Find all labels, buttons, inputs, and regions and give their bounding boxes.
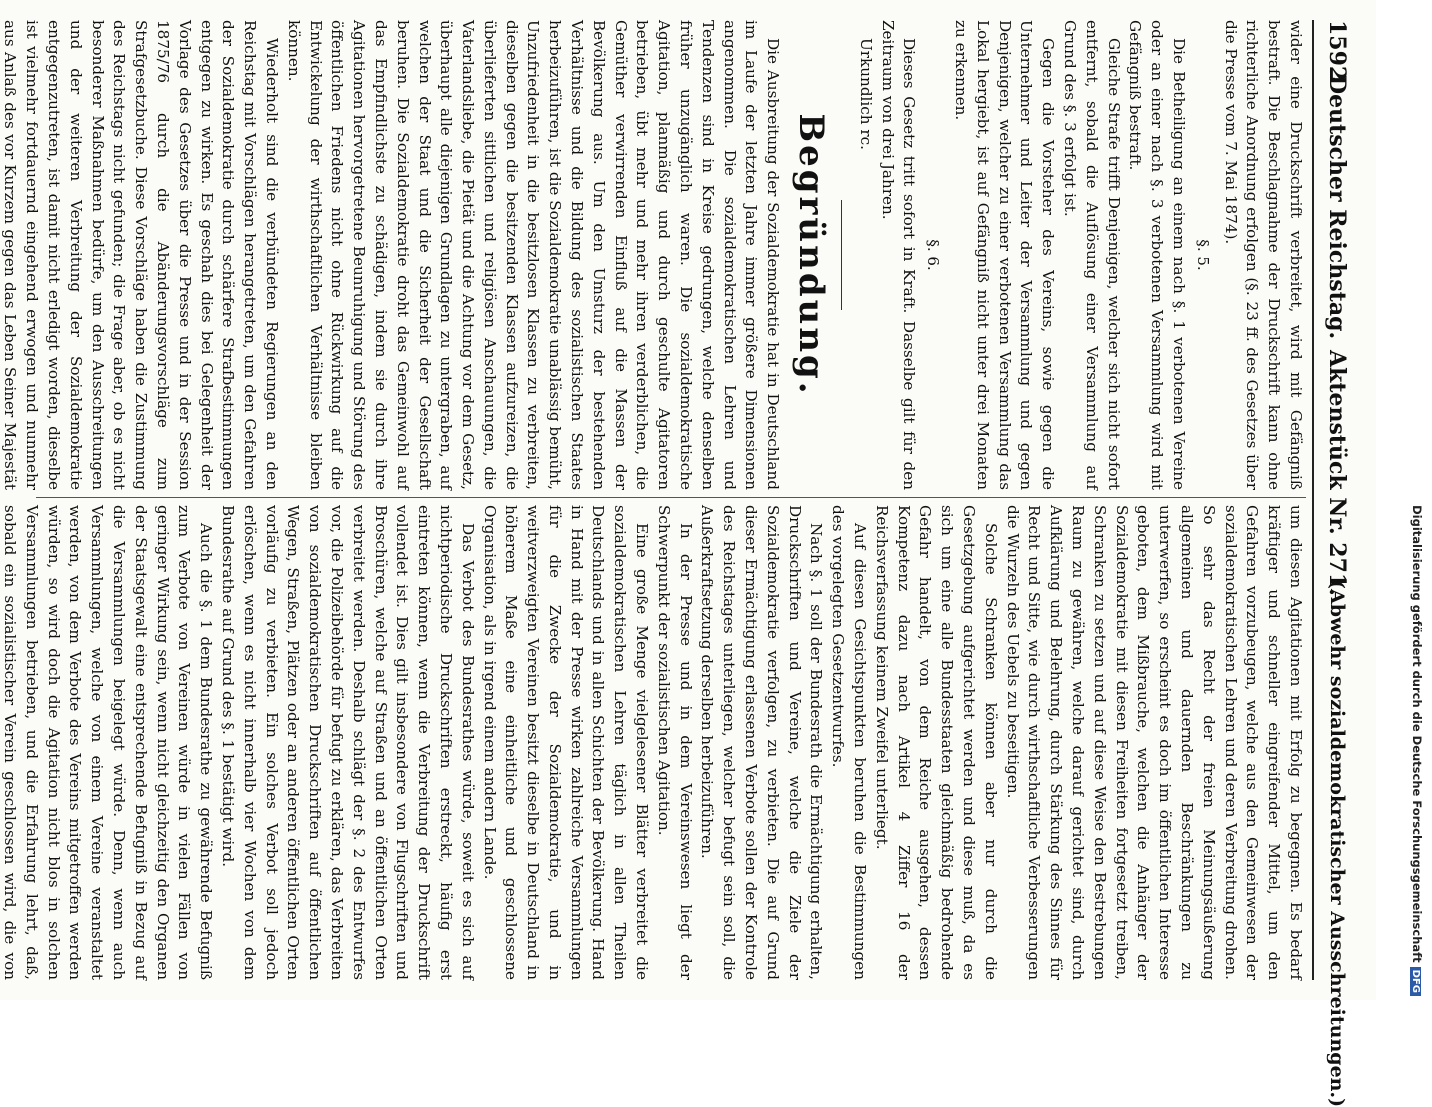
section-5-paragraph-3: Gegen die Vorsteher des Vereins, sowie gegen die Unternehmer und Leiter der Versammlung und gegen Denjenigen, welcher zu einer verbotenen Versammlung das Lokal hergiebt, ist auf Gefängniß nicht unter drei Monaten zu erkennen.	[952, 20, 1058, 490]
publication-title: Deutscher Reichstag.	[1324, 75, 1350, 340]
right-paragraph-4: Nach §. 1 soll der Bundesrath die Ermächtigung erhalten, Druckschriften und Vereine, welche die Ziele der Sozialdemokratie verfolgen, zu verbieten. Die auf Grund dieser Ermächtigung erlassenen Verbote sollen der Kontrole des Reichstages unterliegen, welcher befugt sein soll, die Außerkraftsetzung derselben herbeizuführen.	[698, 505, 826, 980]
right-paragraph-2: Solche Schranken können aber nur durch die Gesetzgebung aufgerichtet werden und diese muß, da es sich um eine alle Bundesstaaten gleichmäßig bedrohende Gefahr handelt, von dem Reiche ausgehen, dessen Kompetenz dazu nach Artikel 4 Ziffer 16 der Reichsverfassung keinem Zweifel unterliegt.	[872, 505, 1000, 980]
begruendung-heading: Begründung.	[791, 113, 832, 397]
credit-text: Digitalisierung gefördert durch die Deutsche Forschungsgemeinschaft	[1410, 505, 1424, 963]
digitization-credit	[1410, 6, 1424, 996]
header-rule	[1312, 20, 1314, 980]
right-paragraph-1: um diesen Agitationen mit Erfolg zu begegnen. Es bedarf kräftiger und schneller eingreifender Mittel, um den Gefahren vorzubeugen, welche aus den Gemeinwesen der sozialdemokratischen Lehren und deren Verbreitung drohen. So sehr das Recht der freien Meinungsäußerung allgemeinen und dauernden Beschränkungen zu unterwerfen, so erscheint es doch im öffentlichen Interesse geboten, dem Mißbrauche, welchen die Anhänger der Sozialdemokratie mit diesen Freiheiten fortgesetzt treiben, Schranken zu setzen und auf diese Weise den Bestrebungen Raum zu gewähren, welche darauf gerichtet sind, durch Aufklärung und Belehrung, durch Stärkung des Sinnes für Recht und Sitte, wie durch wirthschaftliche Verbesserungen die Wurzeln des Uebels zu beseitigen.	[1003, 505, 1305, 980]
begruendung-paragraph-1: Die Ausbreitung der Sozialdemokratie hat in Deutschland im Laufe der letzten Jahre immer größere Dimensionen angenommen. Die sozialdemokratischen Lehren und Tendenzen sind in Kreise gedrungen, welche denselben früher unzugänglich waren. Die sozialdemokratische Agitation, planmäßig und durch geschulte Agitatoren betrieben, übt mehr und mehr ihren verderblichen, die Gemüther verwirrenden Einfluß auf die Massen der Bevölkerung aus. Um den Umsturz der bestehenden Verhältnisse und die Bildung des sozialistischen Staates herbeizuführen, ist die Sozialdemokratie unablässig bemüht, Unzufriedenheit in die besitzlosen Klassen zu verbreiten, dieselben gegen die besitzenden Klassen aufzureizen, die überlieferten sittlichen und religiösen Anschauungen, die Vaterlandsliebe, die Pietät und die Achtung vor dem Gesetz, überhaupt alle diejenigen Grundlagen zu untergraben, auf welchen der Staat und die Sicherheit der Gesellschaft beruhen. Die Sozialdemokratie droht das Gemeinwohl auf das Empfindlichste zu schädigen, indem sie durch ihre Agitationen hervorgetretene Beunruhigung und Störung des öffentlichen Friedens nicht ohne Rückwirkung auf die Entwickelung der wirthschaftlichen Verhältnisse bleiben können.	[284, 20, 783, 490]
dfg-logo: DFG	[1410, 967, 1421, 996]
section-divider	[841, 200, 842, 310]
running-header	[1316, 20, 1356, 1107]
closing-formula: Urkundlich rc.	[856, 38, 875, 150]
left-column	[1, 20, 1306, 490]
digitization-credit-bar	[1376, 0, 1432, 1000]
begruendung-paragraph-2: Wiederholt sind die verbündeten Regierungen an den Reichstag mit Vorschlägen herangetreten, um den Gefahren der Sozialdemokratie durch schärfere Strafbestimmungen entgegen zu wirken. Es geschah dies bei Gelegenheit der Vorlage des Gesetzes über die Presse und in der Session 1875/76 durch die Abänderungsvorschläge zum Strafgesetzbuche. Diese Vorschläge haben die Zustimmung des Reichstags nicht gefunden; die Frage aber, ob es nicht besonderer Maßnahmen bedürfe, um den Ausschreitungen und der weiteren Verbreitung der Sozialdemokratie entgegenzutreten, ist damit nicht erledigt worden, dieselbe ist vielmehr fortdauernd eingehend erwogen und nunmehr aus Anlaß des vor Kurzem gegen das Leben Seiner Majestät	[1, 20, 281, 490]
column-rule	[36, 497, 1306, 498]
right-paragraph-5: In der Presse und in dem Vereinswesen liegt der Schwerpunkt der sozialistischen Agitation.	[654, 505, 695, 980]
section-6-paragraph: Dieses Gesetz tritt sofort in Kraft. Dasselbe gilt für den Zeitraum von drei Jahren.	[878, 20, 919, 490]
right-paragraph-8: Auch die §. 1 dem Bundesrathe zu gewährende Befugniß zum Verbote von Vereinen würde in vielen Fällen von geringer Wirkung sein, wenn nicht gleichzeitig den Organen der Staatsgewalt eine entsprechende Befugniß in Bezug auf die Versammlungen beigelegt würde. Denn, wenn auch Versammlungen, welche von einem Vereine veranstaltet werden, von dem Verbote des Vereins mitgetroffen werden würden, so wird doch die Agitation nicht blos in solchen Versammlungen betrieben, und die Erfahrung lehrt, daß, sobald ein sozialistischer Verein geschlossen wird, die von	[0, 505, 216, 980]
opening-paragraph: wider eine Druckschrift verbreitet, wird mit Gefängniß bestraft. Die Beschlagnahme der Druckschrift kann ohne richterliche Anordnung erfolgen (§. 23 ff. des Gesetzes über die Presse vom 7. Mai 1874).	[1221, 20, 1305, 490]
section-5-sign: §. 5.	[1193, 239, 1212, 271]
document-number: Aktenstück Nr. 271.	[1324, 350, 1350, 596]
right-paragraph-3: Auf diesen Gesichtspunkten beruhen die Bestimmungen des vorgelegten Gesetzentwurfes.	[829, 505, 870, 980]
right-paragraph-7: Das Verbot des Bundesrathes würde, soweit es sich auf nichtperiodische Druckschriften erstreckt, häufig erst eintreten können, wenn die Verbreitung der Druckschrift vollendet ist. Dies gilt insbesondere von Flugschriften und Broschüren, welche auf Straßen und an öffentlichen Orten verbreitet werden. Deshalb schlägt der §. 2 des Entwurfes vor, die Polizeibehörde für befugt zu erklären, das Verbreiten von sozialdemokratischen Druckschriften auf öffentlichen Wegen, Straßen, Plätzen oder an anderen öffentlichen Orten vorläufig zu verbieten. Ein solches Verbot soll jedoch erlöschen, wenn es nicht innerhalb vier Wochen von dem Bundesrathe auf Grund des §. 1 bestätigt wird.	[218, 505, 477, 980]
document-subtitle: (Abwehr sozialdemokratischer Ausschreitungen.)	[1326, 580, 1348, 1107]
right-column	[0, 505, 1306, 980]
section-6-sign: §. 6.	[924, 239, 943, 271]
page-number: 1592	[1324, 20, 1350, 82]
right-paragraph-6: Eine große Menge vielgelesener Blätter verbreitet die sozialdemokratischen Lehren täglich in allen Theilen Deutschlands und in allen Schichten der Bevölkerung. Hand in Hand mit der Presse wirken zahlreiche Versammlungen für die Zwecke der Sozialdemokratie, und in weitverzweigten Vereinen besitzt dieselbe in Deutschland in höherem Maße eine einheitliche und geschlossene Organisation, als in irgend einem andern Lande.	[480, 505, 652, 980]
section-5-paragraph-2: Gleiche Strafe trifft Denjenigen, welcher sich nicht sofort entfernt, sobald die Auflösung einer Versammlung auf Grund des §. 3 erfolgt ist.	[1061, 20, 1123, 490]
section-5-paragraph-1: Die Betheiligung an einem nach §. 1 verbotenen Vereine oder an einer nach §. 3 verbotenen Versammlung wird mit Gefängniß bestraft.	[1126, 20, 1189, 490]
